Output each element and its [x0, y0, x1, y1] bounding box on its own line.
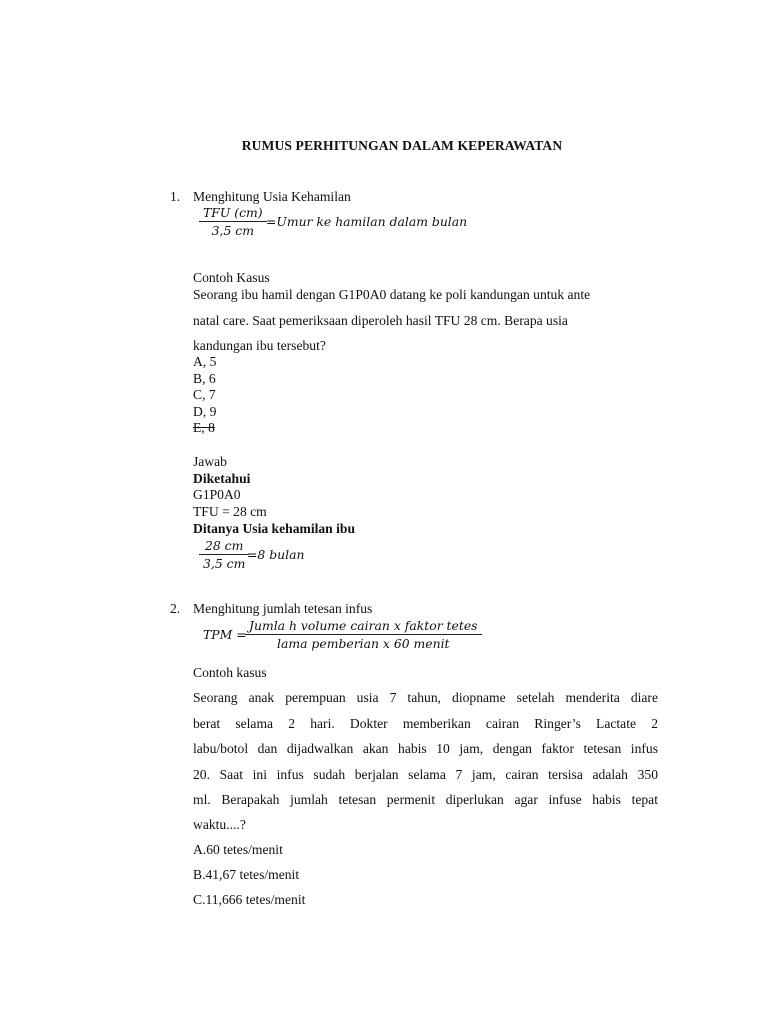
option-a: A.60 tetes/menit [193, 842, 283, 857]
known-value: TFU = 28 cm [193, 504, 267, 519]
answer-label: Jawab [193, 454, 227, 469]
option-c: C.11,666 tetes/menit [193, 892, 306, 907]
case-label-1: Contoh Kasus [193, 270, 270, 285]
document-title: RUMUS PERHITUNGAN DALAM KEPERAWATAN [241, 138, 563, 153]
fraction-bar [199, 221, 267, 222]
case-line: Seorang ibu hamil dengan G1P0A0 datang ke poli kandungan untuk ante [193, 287, 591, 302]
fraction-bar [199, 554, 249, 555]
case-line: labu/botol dan dijadwalkan akan habis 10 jam, dengan faktor tetesan infus [193, 741, 658, 756]
answer-numerator: 28 cm [204, 538, 244, 553]
formula-result: =Umur ke hamilan dalam bulan [266, 214, 468, 229]
case-line: Seorang anak perempuan usia 7 tahun, diopname setelah menderita diare [193, 690, 658, 705]
formula-numerator: TFU (cm) [203, 205, 263, 220]
case-line: 20. Saat ini infus sudah berjalan selama 7 jam, cairan tersisa adalah 350 [193, 767, 658, 782]
case-label-2: Contoh kasus [193, 665, 267, 680]
known-label: Diketahui [193, 471, 251, 486]
tpm-denominator: lama pemberian x 60 menit [277, 636, 450, 651]
tpm-formula-fraction [245, 618, 482, 651]
case-line: ml. Berapakah jumlah tetesan permenit diperlukan agar infuse habis tepat [193, 792, 658, 807]
case-line: waktu....? [193, 817, 246, 832]
tpm-numerator: Jumla h volume cairan x faktor tetes [249, 618, 478, 633]
option-e: E, 8 [193, 420, 215, 435]
case-line: natal care. Saat pemeriksaan diperoleh hasil TFU 28 cm. Berapa usia [193, 313, 568, 328]
formula-denominator: 3,5 cm [211, 223, 254, 238]
asked-label: Ditanya Usia kehamilan ibu [193, 521, 356, 536]
case-line: berat selama 2 hari. Dokter memberikan cairan Ringer’s Lactate 2 [193, 716, 658, 731]
case-line: kandungan ibu tersebut? [193, 338, 326, 353]
option-a: A, 5 [193, 354, 217, 369]
section-1-heading: Menghitung Usia Kehamilan [193, 189, 351, 204]
usia-kehamilan-formula-fraction [199, 205, 267, 238]
option-b: B, 6 [193, 371, 216, 386]
option-d: D, 9 [193, 404, 217, 419]
section-2-number: 2. [170, 601, 181, 616]
known-value: G1P0A0 [193, 487, 241, 502]
answer-denominator: 3,5 cm [203, 556, 246, 571]
option-c: C, 7 [193, 387, 216, 402]
answer-result: =8 bulan [247, 547, 305, 562]
fraction-bar [245, 634, 482, 635]
answer-formula-fraction [199, 538, 249, 571]
option-b: B.41,67 tetes/menit [193, 867, 300, 882]
tpm-formula-lhs: TPM = [203, 627, 247, 642]
section-1-number: 1. [170, 189, 181, 204]
section-2-heading: Menghitung jumlah tetesan infus [193, 601, 373, 616]
